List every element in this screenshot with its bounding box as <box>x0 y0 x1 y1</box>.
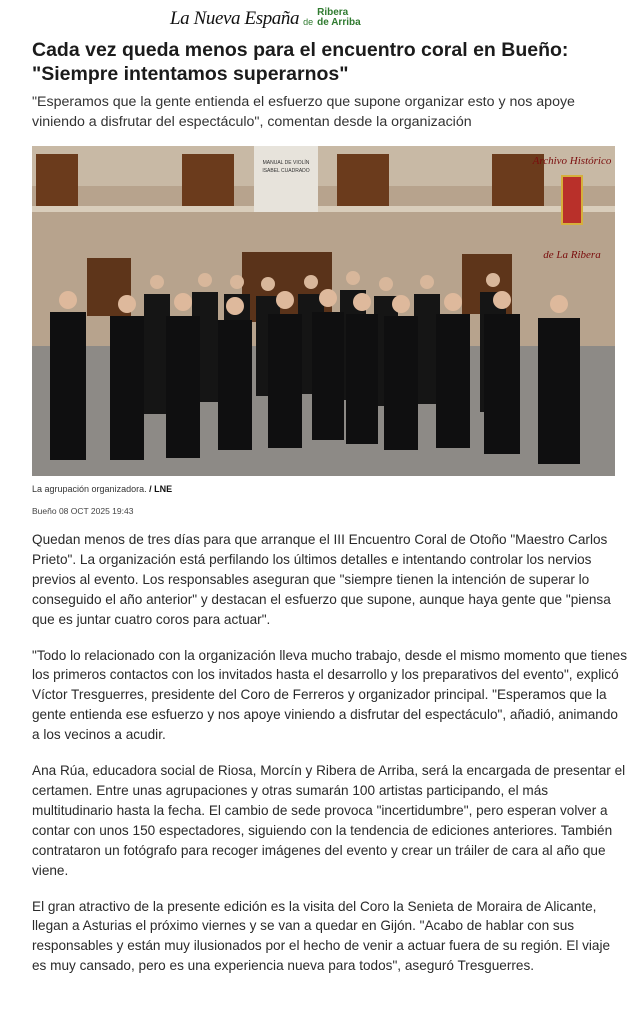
photo-caption <box>32 484 172 494</box>
section-logo <box>317 8 361 28</box>
photo-watermark-line2: de La Ribera <box>543 249 601 261</box>
masthead <box>170 4 361 30</box>
article-paragraph: El gran atractivo de la presente edición es la visita del Coro la Senieta de Moraira de Alicante, llegan a Asturias el próximo viernes y se van a quedar en Gijón. "Acabo de hablar con sus responsables y están muy ilusionados por el hecho de venir a actuar fuera de su región. El viaje es muy cansado, pero es una experiencia nueva para todos", aseguró Tresguerres. <box>32 898 611 974</box>
article-headline: Cada vez queda menos para el encuentro coral en Bueño: "Siempre intentamos superarnos" <box>32 39 569 85</box>
photo-banner-line1: MANUAL DE VIOLÍN <box>262 160 310 166</box>
article-paragraph: Quedan menos de tres días para que arranque el III Encuentro Coral de Otoño "Maestro Carlos Prieto". La organización está perfilando los últimos detalles e intentando controlar los nervios previos al evento. Los responsables aseguran que "siempre tienen la intención de superar lo conseguido el año anterior" y destacan el esfuerzo que supone, aunque haya gente que "piensa que es juntar cuatro coros para actuar". <box>32 532 611 627</box>
article-photo <box>32 146 615 476</box>
article-paragraph: Ana Rúa, educadora social de Riosa, Morcín y Ribera de Arriba, será la encargada de presentar el certamen. Entre unas agrupaciones y otras sumarán 100 artistas participando, el más multitudinario hasta la fecha. El cambio de sede provoca "incertidumbre", pero esperan volver a contar con unos 150 espectadores, siguiendo con la tendencia de ediciones anteriores. También contrataron un fotógrafo para recoger imágenes del evento y crear un tráiler de cara al año que viene. <box>32 763 626 878</box>
article-subhead: "Esperamos que la gente entienda el esfuerzo que supone organizar esto y nos apoye viniendo a disfrutar del espectáculo", comentan desde la organización <box>32 94 575 130</box>
section-logo-line1: Ribera <box>317 7 349 18</box>
masthead-de: de <box>303 17 314 27</box>
caption-text: La agrupación organizadora. <box>32 484 147 494</box>
article-body <box>32 530 627 992</box>
photo-banner-line2: ISABEL CUADRADO <box>262 168 310 174</box>
section-logo-line2: de Arriba <box>317 17 361 28</box>
article-dateline: Bueño 08 OCT 2025 19:43 <box>32 506 134 516</box>
photo-watermark-line1: Archivo Histórico <box>532 155 612 167</box>
newspaper-logo: La Nueva España <box>170 8 300 29</box>
article-paragraph: "Todo lo relacionado con la organización lleva mucho trabajo, desde el mismo momento que tienes los primeros contactos con los invitados hasta el desarrollo y los preparativos del evento", explicó Víctor Tresguerres, presidente del Coro de Ferreros y organizador principal. "Esperamos que la gente entienda ese esfuerzo y nos apoye viniendo a disfrutar del espectáculo", añadió, animando a los vecinos a acudir. <box>32 647 627 743</box>
caption-credit: / LNE <box>149 484 173 494</box>
